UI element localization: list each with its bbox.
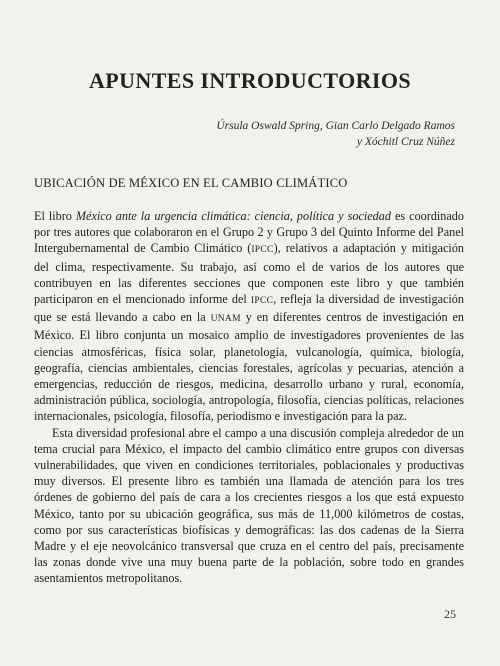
abbr-ipcc: IPCC xyxy=(251,245,274,256)
body-text xyxy=(34,208,464,587)
paragraph-1-text: es coordinado por tres autores que colaboraron en el Grupo 2 y Grupo 3 del Quinto Informe del Panel Intergubernamental de Cambio Climático ( xyxy=(34,209,464,256)
book-title: México ante la urgencia climática: ciencia, política y sociedad xyxy=(75,209,391,223)
section-heading: UBICACIÓN DE MÉXICO EN EL CAMBIO CLIMÁTICO xyxy=(34,176,348,190)
page-number: 25 xyxy=(444,607,456,621)
paragraph-1 xyxy=(34,208,464,425)
paragraph-2: Esta diversidad profesional abre el campo a una discusión compleja alrededor de un tema crucial para México, el impacto del cambio climático entre grupos con diversas vulnerabilidades, que viven en condiciones territoriales, poblacionales y productivas muy diversos. El presente libro es también una llamada de atención para los tres órdenes de gobierno del país de cara a los crecientes riesgos a los que está expuesto México, tanto por su ubicación geográfica, sus más de 11,000 kilómetros de costas, como por sus características biofísicas y demográficas: las dos cadenas de la Sierra Madre y el eje neovolcánico transversal que cruza en el centro del país, precisamente las zonas donde vive una muy buena parte de la población, sobre todo en grandes asentamientos metropolitanos. xyxy=(34,425,464,586)
author-credits xyxy=(216,118,455,150)
chapter-title: APUNTES INTRODUCTORIOS xyxy=(89,68,411,93)
paragraph-1-text: ), relativos a adaptación y mitigación del clima, respectivamente. Su trabajo, así como el de varios de los autores que contribuyen en las diferentes secciones que componen este libro y que también participaron en el mencionado informe del xyxy=(34,241,465,307)
abbr-ipcc: IPCC xyxy=(250,296,274,307)
paragraph-1-text: , refleja la diversidad de investigación que se está llevando a cabo en la xyxy=(34,292,464,325)
abbr-unam: UNAM xyxy=(210,314,241,325)
author-line-1: Úrsula Oswald Spring, Gian Carlo Delgado Ramos xyxy=(216,120,455,132)
paragraph-1-text: El libro xyxy=(34,209,76,223)
author-line-2: y Xóchitl Cruz Núñez xyxy=(356,136,455,148)
paragraph-1-text: y en diferentes centros de investigación en México. El libro conjunta un mosaico amplio de investigadores provenientes de las ciencias atmosféricas, física solar, planetología, vulcanología, química, biología, geografía, ciencias ambientales, ciencias forestales, agrícolas y pecuarias, atención a emergencias, reducción de riesgos, medicina, desarrollo urbano y rural, economía, administración pública, sociología, antropología, filosofía, ciencias políticas, relaciones internacionales, psicología, filosofía, periodismo e investigación para la paz. xyxy=(34,310,464,424)
